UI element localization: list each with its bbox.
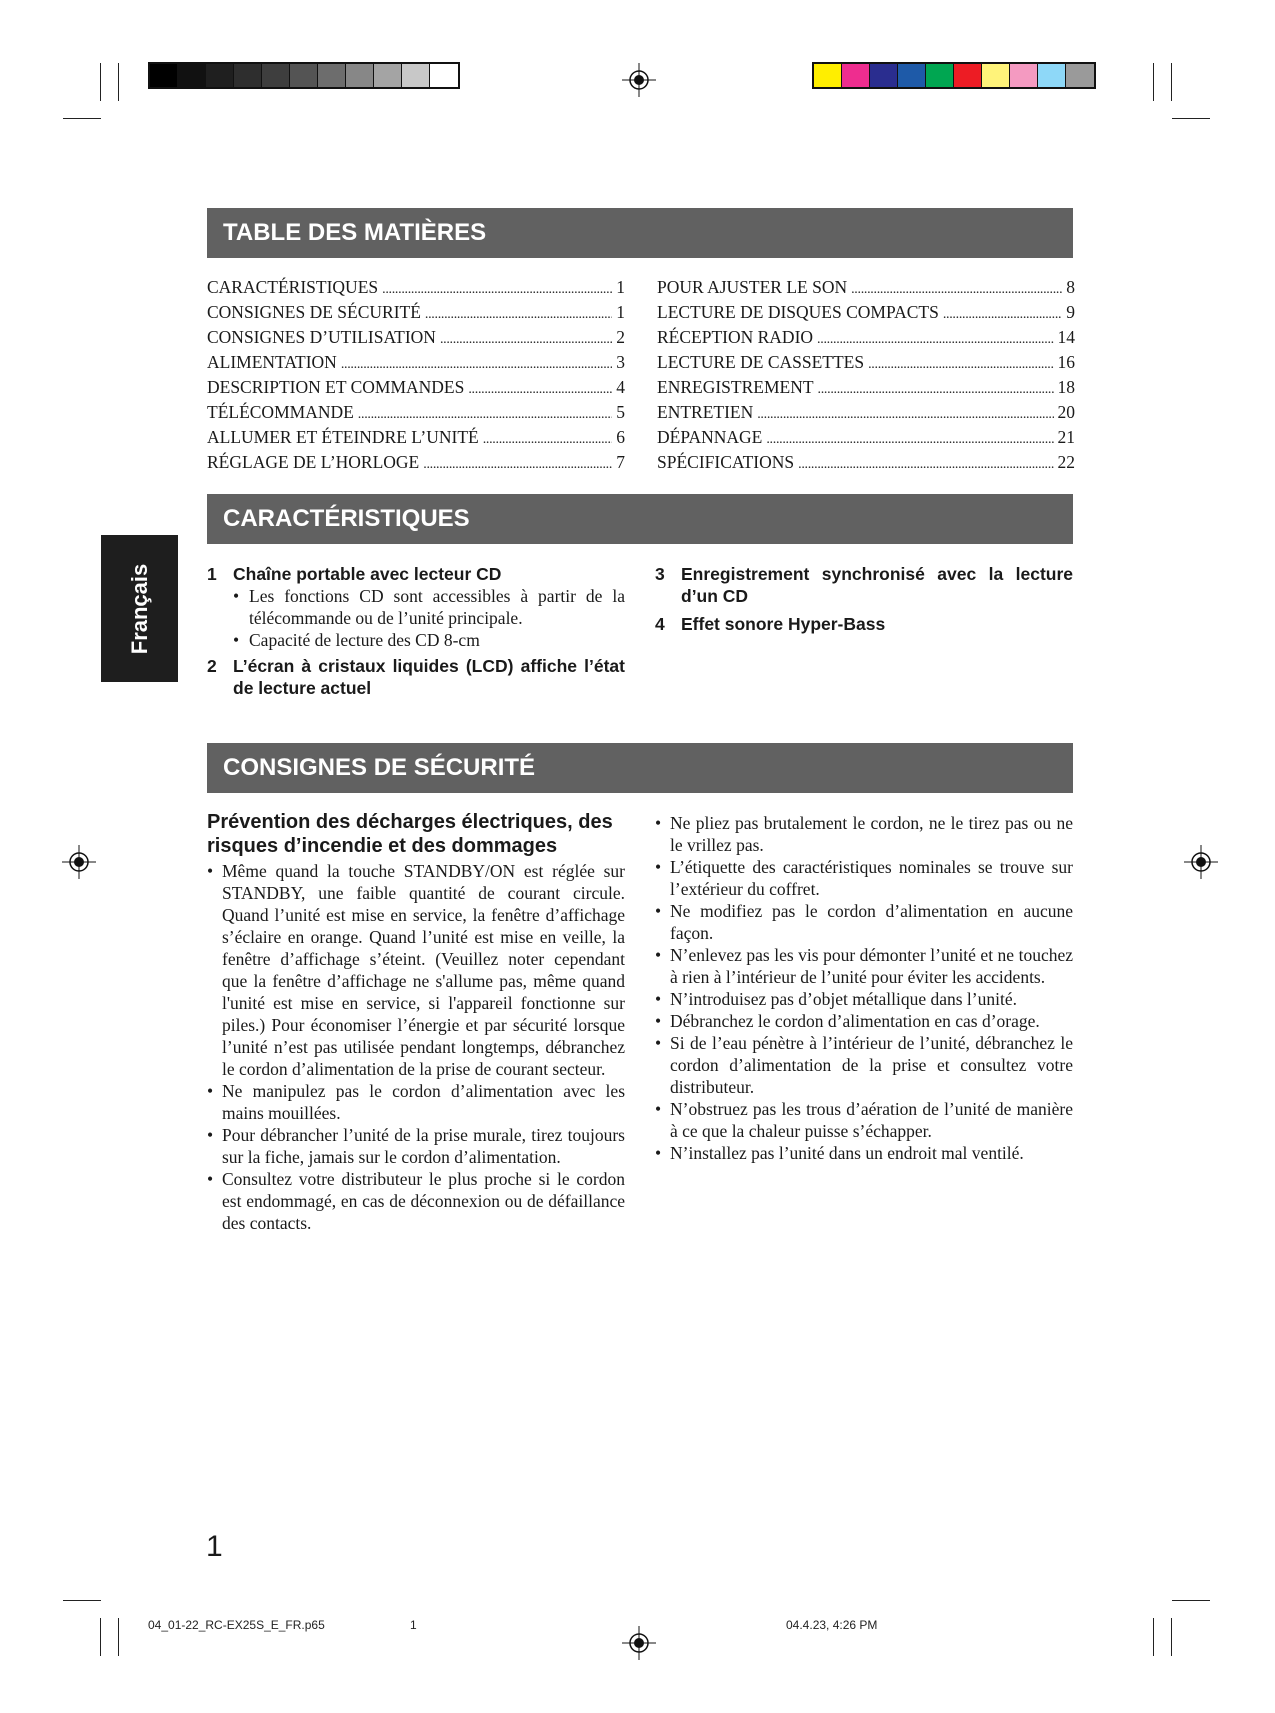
- toc-entry-label: CONSIGNES DE SÉCURITÉ: [207, 302, 421, 322]
- safety-subheading: Prévention des décharges électriques, des risques d’incendie et des dommages: [207, 811, 613, 857]
- toc-entry-label: LECTURE DE CASSETTES: [657, 352, 865, 372]
- calibration-swatch: [1066, 64, 1094, 87]
- calibration-swatch: [982, 64, 1010, 87]
- feature-title: L’écran à cristaux liquides (LCD) affiche l’état de lecture actuel: [233, 656, 625, 698]
- features-right-column: [655, 563, 1073, 635]
- calibration-swatch: [374, 64, 402, 87]
- toc-leader-dots: [757, 401, 1053, 426]
- toc-entry: [657, 276, 1075, 301]
- toc-entry-label: RÉGLAGE DE L’HORLOGE: [207, 452, 420, 472]
- toc-entry-label: DESCRIPTION ET COMMANDES: [207, 377, 465, 397]
- calibration-swatch: [430, 64, 458, 87]
- toc-entry-page: 7: [616, 452, 625, 472]
- feature-title: Chaîne portable avec lecteur CD: [233, 564, 502, 584]
- toc-entry: [657, 326, 1075, 351]
- safety-header: CONSIGNES DE SÉCURITÉ: [207, 743, 1073, 793]
- feature-number: 1: [207, 564, 217, 584]
- safety-bullet: • N’introduisez pas d’objet métallique dans l’unité.: [655, 988, 1073, 1010]
- toc-leader-dots: [358, 401, 612, 426]
- toc-entry-label: LECTURE DE DISQUES COMPACTS: [657, 302, 939, 322]
- safety-bullet: • N’enlevez pas les vis pour démonter l’unité et ne touchez à rien à l’intérieur de l’unité pour éviter les accidents.: [655, 944, 1073, 988]
- toc-leader-dots: [468, 376, 612, 401]
- toc-entry: [207, 326, 625, 351]
- toc-entry-page: 5: [616, 402, 625, 422]
- page-number: 1: [206, 1530, 223, 1563]
- toc-right-column: [657, 276, 1075, 476]
- feature-number: 2: [207, 656, 217, 676]
- calibration-swatch: [346, 64, 374, 87]
- toc-entry: [207, 451, 625, 476]
- feature-item: [207, 563, 625, 585]
- toc-header: TABLE DES MATIÈRES: [207, 208, 1073, 258]
- toc-entry-label: TÉLÉCOMMANDE: [207, 402, 354, 422]
- toc-entry: [207, 426, 625, 451]
- safety-bullet: • N’obstruez pas les trous d’aération de l’unité de manière à ce que la chaleur puisse s’échapper.: [655, 1098, 1073, 1142]
- toc-entry-label: CONSIGNES D’UTILISATION: [207, 327, 436, 347]
- language-tab-label: Français: [126, 563, 152, 654]
- safety-bullet: • Même quand la touche STANDBY/ON est réglée sur STANDBY, une faible quantité de courant circule. Quand l’unité est mise en service, la fenêtre d’affichage s’éclaire en orange. Quand l’unité est mise en veille, la fenêtre d’affichage s’éteint. (Veuillez noter cependant que la fenêtre d’affichage ne s'allume pas, même quand l'unité est mise en service, si l'appareil fonctionne sur piles.) Pour économiser l’énergie et par sécurité lorsque l’unité n’est pas utilisée pendant longtemps, débranchez le cordon d’alimentation de la prise de courant secteur.: [207, 860, 625, 1080]
- grayscale-calibration-bar: [148, 62, 460, 89]
- toc-entry-page: 1: [616, 277, 625, 297]
- features-header: CARACTÉRISTIQUES: [207, 494, 1073, 544]
- calibration-swatch: [842, 64, 870, 87]
- toc-entry: [657, 401, 1075, 426]
- safety-bullet: • Ne pliez pas brutalement le cordon, ne le tirez pas ou ne le vrillez pas.: [655, 812, 1073, 856]
- toc-entry-page: 1: [616, 302, 625, 322]
- calibration-swatch: [1010, 64, 1038, 87]
- calibration-swatch: [898, 64, 926, 87]
- toc-leader-dots: [868, 351, 1053, 376]
- toc-leader-dots: [851, 276, 1062, 301]
- toc-entry: [657, 351, 1075, 376]
- toc-leader-dots: [817, 326, 1053, 351]
- toc-entry-label: POUR AJUSTER LE SON: [657, 277, 848, 297]
- safety-right-list: [655, 812, 1073, 1164]
- toc-entry: [207, 401, 625, 426]
- footer-filename: 04_01-22_RC-EX25S_E_FR.p65: [148, 1618, 325, 1632]
- toc-entry-page: 21: [1057, 427, 1075, 447]
- toc-entry: [657, 451, 1075, 476]
- safety-bullet: • L’étiquette des caractéristiques nominales se trouve sur l’extérieur du coffret.: [655, 856, 1073, 900]
- calibration-swatch: [290, 64, 318, 87]
- toc-entry-page: 8: [1066, 277, 1075, 297]
- toc-entry-label: CARACTÉRISTIQUES: [207, 277, 379, 297]
- safety-bullet: • Débranchez le cordon d’alimentation en cas d’orage.: [655, 1010, 1073, 1032]
- toc-entry: [657, 376, 1075, 401]
- toc-leader-dots: [798, 451, 1053, 476]
- calibration-swatch: [814, 64, 842, 87]
- toc-entry-page: 2: [616, 327, 625, 347]
- calibration-swatch: [1038, 64, 1066, 87]
- toc-leader-dots: [943, 301, 1062, 326]
- toc-leader-dots: [766, 426, 1053, 451]
- calibration-swatch: [206, 64, 234, 87]
- toc-left-column: [207, 276, 625, 476]
- safety-bullet: • N’installez pas l’unité dans un endroit mal ventilé.: [655, 1142, 1073, 1164]
- feature-number: 4: [655, 614, 665, 634]
- safety-bullet: • Si de l’eau pénètre à l’intérieur de l’unité, débranchez le cordon d’alimentation de la prise et consultez votre distributeur.: [655, 1032, 1073, 1098]
- toc-leader-dots: [425, 301, 612, 326]
- registration-mark-icon: [622, 63, 656, 97]
- toc-entry-label: ALLUMER ET ÉTEINDRE L’UNITÉ: [207, 427, 479, 447]
- calibration-swatch: [402, 64, 430, 87]
- language-tab: [101, 535, 178, 682]
- safety-bullet: • Ne modifiez pas le cordon d’alimentation en aucune façon.: [655, 900, 1073, 944]
- toc-entry-page: 16: [1057, 352, 1075, 372]
- safety-bullet: • Ne manipulez pas le cordon d’alimentation avec les mains mouillées.: [207, 1080, 625, 1124]
- feature-sub-list: [233, 585, 625, 651]
- toc-entry-page: 9: [1066, 302, 1075, 322]
- registration-mark-icon: [62, 845, 96, 879]
- toc-entry-page: 22: [1057, 452, 1075, 472]
- toc-entry-page: 14: [1057, 327, 1075, 347]
- safety-left-list: [207, 860, 625, 1234]
- toc-entry: [657, 301, 1075, 326]
- toc-leader-dots: [483, 426, 613, 451]
- toc-leader-dots: [341, 351, 612, 376]
- calibration-swatch: [262, 64, 290, 87]
- toc-leader-dots: [382, 276, 612, 301]
- registration-mark-icon: [1184, 845, 1218, 879]
- safety-bullet: • Consultez votre distributeur le plus proche si le cordon est endommagé, en cas de déconnexion ou de défaillance des contacts.: [207, 1168, 625, 1234]
- calibration-swatch: [178, 64, 206, 87]
- toc-entry-page: 20: [1057, 402, 1075, 422]
- toc-leader-dots: [440, 326, 612, 351]
- toc-entry-label: RÉCEPTION RADIO: [657, 327, 814, 347]
- toc-entry-page: 4: [616, 377, 625, 397]
- color-calibration-bar: [812, 62, 1096, 89]
- registration-mark-icon: [622, 1626, 656, 1660]
- feature-item: [655, 613, 1073, 635]
- calibration-swatch: [954, 64, 982, 87]
- toc-entry-page: 6: [616, 427, 625, 447]
- toc-leader-dots: [423, 451, 612, 476]
- feature-sub-item: • Capacité de lecture des CD 8-cm: [233, 629, 625, 651]
- calibration-swatch: [870, 64, 898, 87]
- toc-entry-label: SPÉCIFICATIONS: [657, 452, 795, 472]
- safety-right-column: [655, 812, 1073, 1164]
- toc-entry-label: DÉPANNAGE: [657, 427, 763, 447]
- toc-entry: [207, 301, 625, 326]
- calibration-swatch: [926, 64, 954, 87]
- safety-bullet: • Pour débrancher l’unité de la prise murale, tirez toujours sur la fiche, jamais sur le cordon d’alimentation.: [207, 1124, 625, 1168]
- feature-title: Enregistrement synchronisé avec la lecture d’un CD: [681, 564, 1073, 606]
- toc-entry-page: 18: [1057, 377, 1075, 397]
- toc-entry-label: ENTRETIEN: [657, 402, 754, 422]
- toc-entry-label: ALIMENTATION: [207, 352, 337, 372]
- toc-entry: [657, 426, 1075, 451]
- toc-entry: [207, 351, 625, 376]
- feature-item: [207, 655, 625, 699]
- toc-entry: [207, 276, 625, 301]
- toc-leader-dots: [818, 376, 1054, 401]
- feature-item: [655, 563, 1073, 607]
- calibration-swatch: [318, 64, 346, 87]
- features-left-column: [207, 563, 625, 699]
- feature-sub-item: • Les fonctions CD sont accessibles à partir de la télécommande ou de l’unité principale.: [233, 585, 625, 629]
- footer-page: 1: [410, 1618, 417, 1632]
- calibration-swatch: [234, 64, 262, 87]
- calibration-swatch: [150, 64, 178, 87]
- feature-title: Effet sonore Hyper-Bass: [681, 614, 886, 634]
- toc-entry-page: 3: [616, 352, 625, 372]
- feature-number: 3: [655, 564, 665, 584]
- toc-entry: [207, 376, 625, 401]
- toc-entry-label: ENREGISTREMENT: [657, 377, 814, 397]
- footer-datetime: 04.4.23, 4:26 PM: [786, 1618, 878, 1632]
- safety-left-column: [207, 810, 625, 1234]
